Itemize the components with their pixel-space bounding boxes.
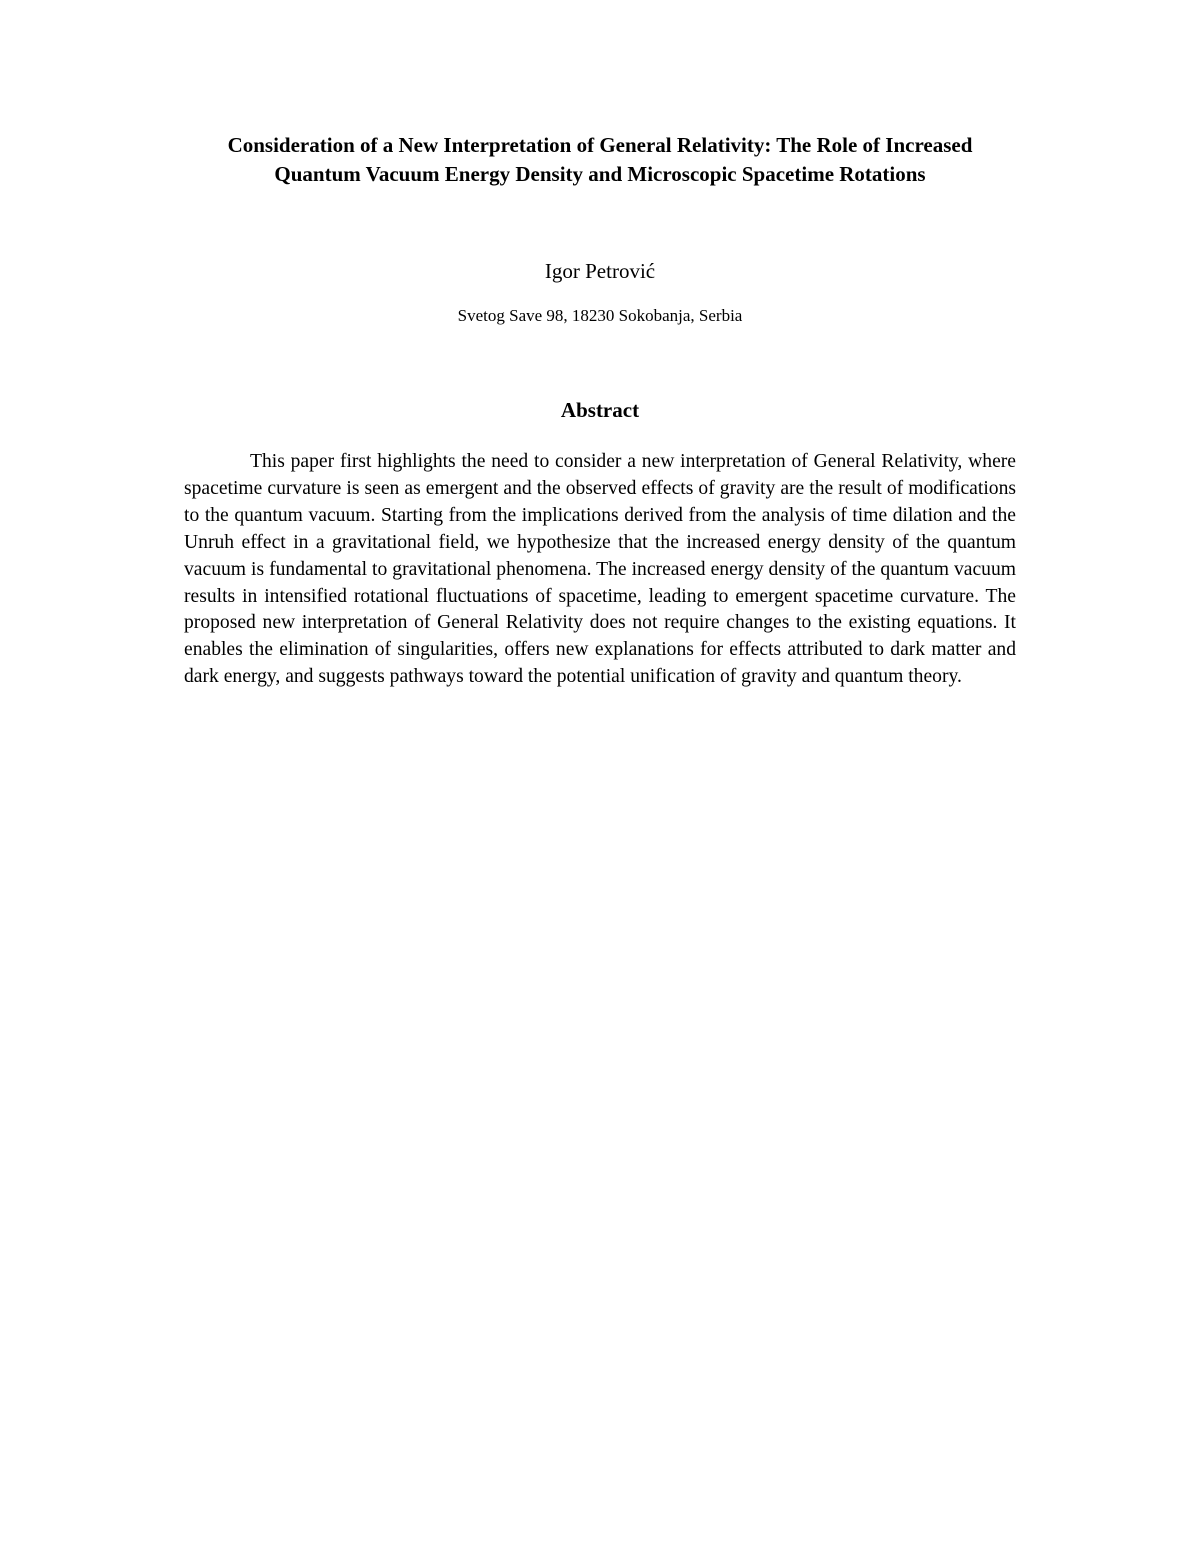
author-name: Igor Petrović	[544, 259, 656, 283]
abstract-text: This paper first highlights the need to consider a new interpretation of General Relativity, where spacetime curvature is seen as emergent and the observed effects of gravity are the result of modifications to the quantum vacuum. Starting from the implications derived from the analysis of time dilation and the Unruh effect in a gravitational field, we hypothesize that the increased energy density of the quantum vacuum is fundamental to gravitational phenomena. The increased energy density of the quantum vacuum results in intensified rotational fluctuations of spacetime, leading to emergent spacetime curvature. The proposed new interpretation of General Relativity does not require changes to the existing equations. It enables the elimination of singularities, offers new explanations for effects attributed to dark matter and dark energy, and suggests pathways toward the potential unification of gravity and quantum theory.	[184, 451, 1016, 688]
title-line-2: Quantum Vacuum Energy Density and Microscopic Spacetime Rotations	[274, 162, 926, 186]
author-affiliation: Svetog Save 98, 18230 Sokobanja, Serbia	[457, 306, 743, 325]
title-line-1: Consideration of a New Interpretation of General Relativity: The Role of Increased	[227, 133, 973, 157]
abstract-heading: Abstract	[560, 398, 640, 422]
paper-title	[150, 131, 1050, 189]
